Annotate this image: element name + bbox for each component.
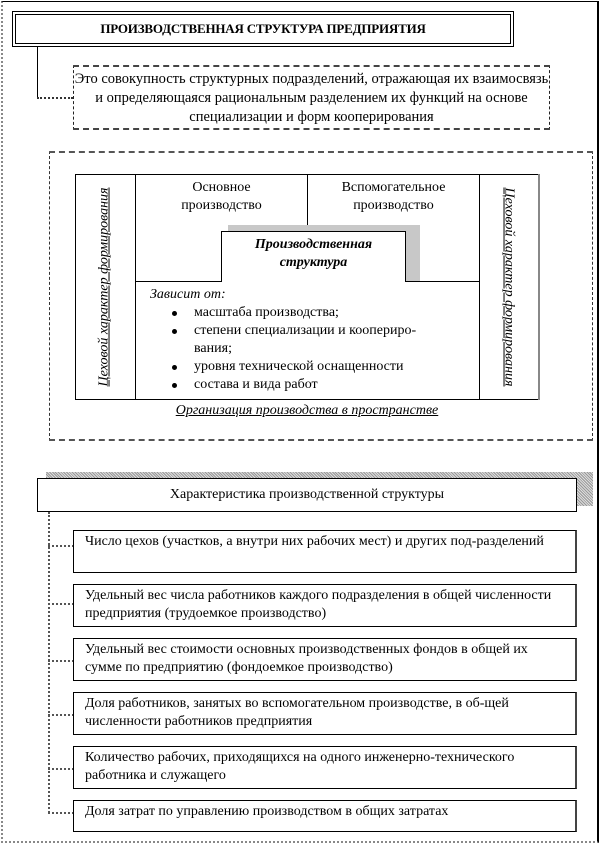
definition-box: Это совокупность структурных подразделений, отражающая их взаимосвязь и определяющаяся рациональным разделением их функций на основе специализации и форм кооперирования [73,65,550,130]
connector-line [37,97,73,99]
left-side-label [75,174,136,400]
list-item: масштаба производства; [150,304,479,322]
connector-line [48,714,74,716]
right-vertical-text: Цеховой характер формирования [502,187,518,387]
characteristic-item: Число цехов (участков, а внутри них рабочих мест) и других под-разделений [73,530,577,573]
depends-list [150,304,479,394]
characteristic-item: Доля затрат по управлению производством в общих затратах [73,800,577,832]
list-item: уровня технической оснащенности [150,358,479,376]
connector-line [48,603,74,605]
connector-line [37,47,38,98]
center-box [221,231,406,282]
characteristics-header: Характеристика производственной структуры [37,478,577,512]
aux-production-label: Вспомогательное производство [341,180,446,213]
connector-line [48,660,74,662]
organization-text: Организация производства в пространстве [175,403,439,418]
characteristic-item: Удельный вес стоимости основных производственных фондов в общей их сумме по предприятию (фондоемкое производство) [73,638,577,681]
organization-label [75,403,539,419]
main-production-label: Основное производство [181,180,262,213]
right-side-label [479,174,540,400]
characteristic-item: Доля работников, занятых во вспомогательном производстве, в об-щей численности работников предприятия [73,692,577,735]
left-vertical-text: Цеховой характер формирования [97,187,113,387]
characteristic-item: Удельный вес числа работников каждого подразделения в общей численности предприятия (трудоемкое производство) [73,584,577,627]
title-text: ПРОИЗВОДСТВЕННАЯ СТРУКТУРА ПРЕДПРИЯТИЯ [100,21,426,36]
connector-line [48,812,74,814]
depends-title: Зависит от: [150,287,226,302]
characteristic-item: Количество рабочих, приходящихся на одного инженерно-технического работника и служащего [73,746,577,789]
list-item: состава и вида работ [150,376,479,394]
list-item: степени специализации и коопериро-вания; [150,322,434,358]
depends-section [136,283,479,400]
center-label: Производственная структура [254,237,373,270]
connector-line [48,545,74,547]
diagram-title [12,11,514,47]
connector-line [48,768,74,770]
